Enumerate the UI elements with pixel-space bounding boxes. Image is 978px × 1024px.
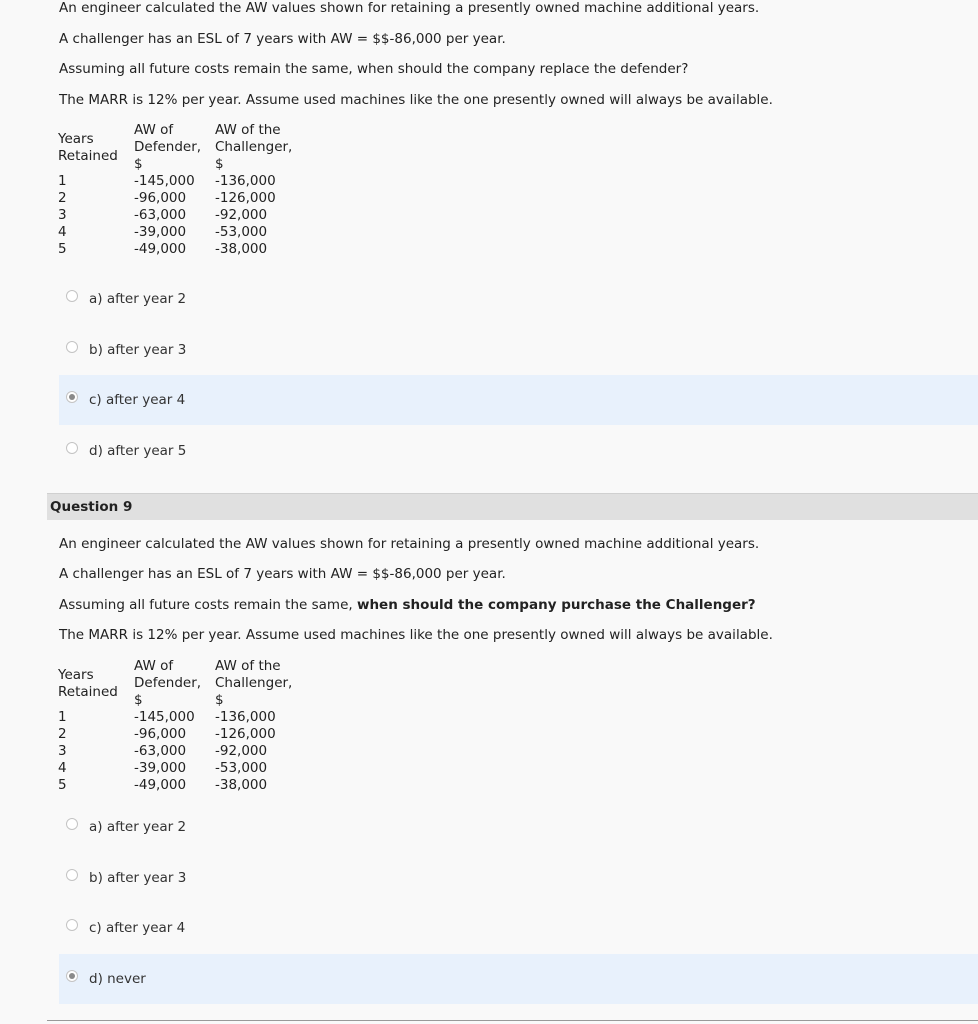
divider (47, 1020, 978, 1021)
col-aw-defender: AW of Defender, $ (134, 658, 202, 708)
col-aw-challenger: AW of the Challenger, $ (215, 122, 293, 172)
q9-question-text: Assuming all future costs remain the same, when should the company purchase the Challenger? (59, 597, 756, 613)
table-row: 1 -145,000 -136,000 (58, 173, 276, 189)
radio-button-selected[interactable] (66, 391, 78, 403)
question-9-header: Question 9 (47, 493, 978, 520)
col-aw-defender: AW of Defender, $ (134, 122, 202, 172)
q8-challenger-text: A challenger has an ESL of 7 years with AW = $$-86,000 per year. (59, 31, 506, 47)
table-row: 2 -96,000 -126,000 (58, 726, 276, 742)
radio-button[interactable] (66, 818, 78, 830)
table-row: 5 -49,000 -38,000 (58, 777, 268, 793)
q9-challenger-text: A challenger has an ESL of 7 years with AW = $$-86,000 per year. (59, 566, 506, 582)
table-header-row (58, 122, 294, 173)
option-label: d) never (89, 971, 146, 987)
q9-question-emphasis: when should the company purchase the Challenger? (356, 597, 756, 613)
option-label: b) after year 3 (89, 342, 187, 358)
radio-button[interactable] (66, 341, 78, 353)
table-row: 3 -63,000 -92,000 (58, 743, 268, 759)
col-years-retained: Years Retained (58, 130, 118, 164)
option-label: d) after year 5 (89, 443, 187, 459)
q9-option-b[interactable] (59, 853, 978, 903)
radio-button[interactable] (66, 869, 78, 881)
option-label: b) after year 3 (89, 870, 187, 886)
q9-marr-text: The MARR is 12% per year. Assume used machines like the one presently owned will always be available. (59, 627, 773, 643)
option-label: a) after year 2 (89, 291, 187, 307)
radio-button-selected[interactable] (66, 970, 78, 982)
table-row: 4 -39,000 -53,000 (58, 760, 268, 776)
table-header-row (58, 658, 294, 709)
table-row: 2 -96,000 -126,000 (58, 190, 276, 206)
q8-marr-text: The MARR is 12% per year. Assume used machines like the one presently owned will always be available. (59, 92, 773, 108)
q9-option-a[interactable] (59, 802, 978, 852)
q8-option-a[interactable] (59, 274, 978, 324)
q8-option-d[interactable] (59, 426, 978, 476)
radio-button[interactable] (66, 290, 78, 302)
option-label: c) after year 4 (89, 392, 186, 408)
table-row: 3 -63,000 -92,000 (58, 207, 268, 223)
radio-button[interactable] (66, 442, 78, 454)
q9-option-d[interactable] (59, 954, 978, 1004)
q8-question-text: Assuming all future costs remain the same, when should the company replace the defender? (59, 61, 689, 77)
q8-intro-text: An engineer calculated the AW values shown for retaining a presently owned machine additional years. (59, 0, 760, 16)
option-label: c) after year 4 (89, 920, 186, 936)
q8-option-c[interactable] (59, 375, 978, 425)
q9-aw-table (58, 658, 294, 794)
radio-button[interactable] (66, 919, 78, 931)
q8-option-b[interactable] (59, 325, 978, 375)
col-years-retained: Years Retained (58, 666, 118, 700)
q9-option-c[interactable] (59, 903, 978, 953)
q8-aw-table (58, 122, 294, 258)
q9-intro-text: An engineer calculated the AW values shown for retaining a presently owned machine additional years. (59, 536, 760, 552)
table-row: 4 -39,000 -53,000 (58, 224, 268, 240)
col-aw-challenger: AW of the Challenger, $ (215, 658, 293, 708)
table-row: 1 -145,000 -136,000 (58, 709, 276, 725)
table-row: 5 -49,000 -38,000 (58, 241, 268, 257)
option-label: a) after year 2 (89, 819, 187, 835)
